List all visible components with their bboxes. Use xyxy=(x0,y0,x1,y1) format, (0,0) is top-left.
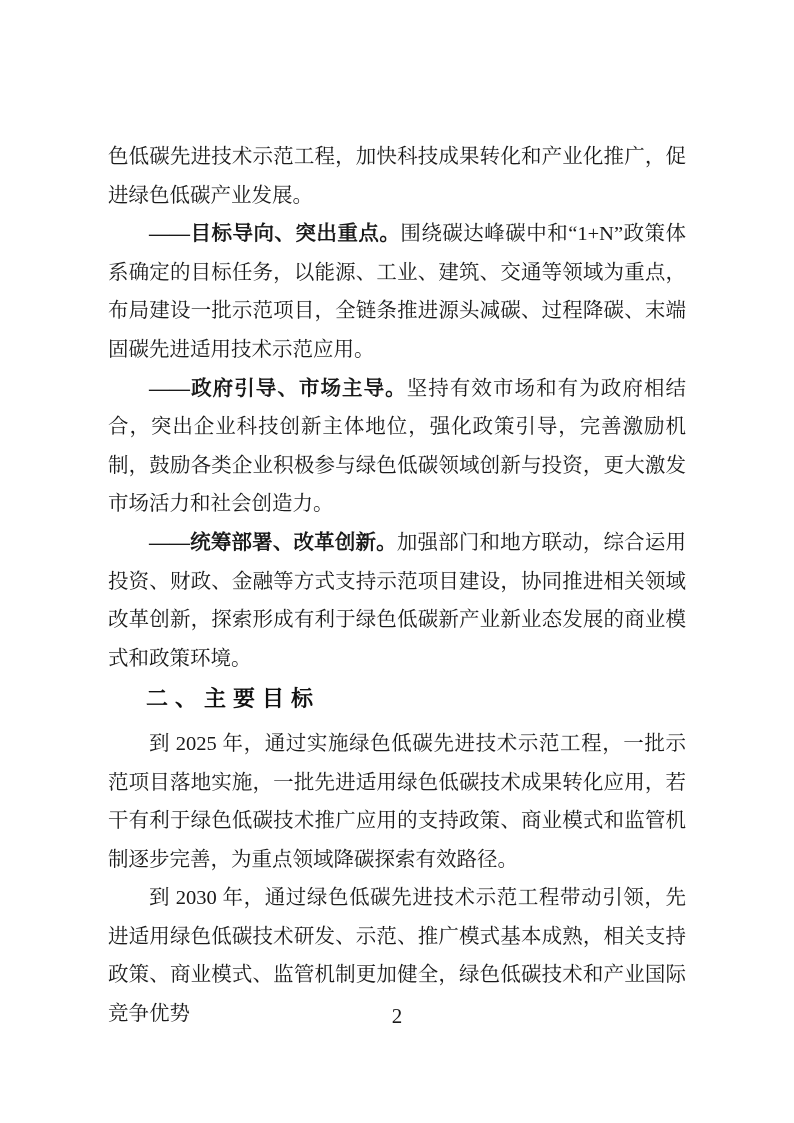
paragraph-continuation: 色低碳先进技术示范工程，加快科技成果转化和产业化推广，促进绿色低碳产业发展。 xyxy=(108,146,686,207)
principle-lead-coordination-reform: ——统筹部署、改革创新。 xyxy=(149,531,397,554)
document-body xyxy=(108,138,686,1034)
principle-lead-goal-oriented: ——目标导向、突出重点。 xyxy=(149,223,401,246)
principle-text-coordination-reform: 加强部门和地方联动，综合运用投资、财政、金融等方式支持示范项目建设，协同推进相关领域改革创新，探索形成有利于绿色低碳新产业新业态发展的商业模式和政策环境。 xyxy=(108,531,687,670)
page-number: 2 xyxy=(391,1004,403,1028)
principle-text-government-market: 坚持有效市场和有为政府相结合，突出企业科技创新主体地位，强化政策引导，完善激励机制，鼓励各类企业积极参与绿色低碳领域创新与投资，更大激发市场活力和社会创造力。 xyxy=(108,377,687,516)
principle-paragraph-coordination-reform xyxy=(108,524,686,678)
principle-lead-government-market: ——政府引导、市场主导。 xyxy=(149,377,407,400)
principle-text-goal-oriented: 围绕碳达峰碳中和“1+N”政策体系确定的目标任务，以能源、工业、建筑、交通等领域为重点，布局建设一批示范项目，全链条推进源头减碳、过程降碳、末端固碳先进适用技术示范应用。 xyxy=(108,223,686,361)
paragraph-goal-2030: 到 2030 年，通过绿色低碳先进技术示范工程带动引领，先进适用绿色低碳技术研发、示范、推广模式基本成熟，相关支持政策、商业模式、监管机制更加健全，绿色低碳技术和产业国际竞争优势 xyxy=(108,887,686,1026)
section-heading-main-goals: 二、主要目标 xyxy=(146,686,321,712)
principle-paragraph-government-market xyxy=(108,370,686,524)
paragraph-goal-2025: 到 2025 年，通过实施绿色低碳先进技术示范工程，一批示范项目落地实施，一批先进适用绿色低碳技术成果转化应用，若干有利于绿色低碳技术推广应用的支持政策、商业模式和监管机制逐步完善，为重点领域降碳探索有效路径。 xyxy=(108,732,686,871)
principle-paragraph-goal-oriented xyxy=(108,215,686,369)
